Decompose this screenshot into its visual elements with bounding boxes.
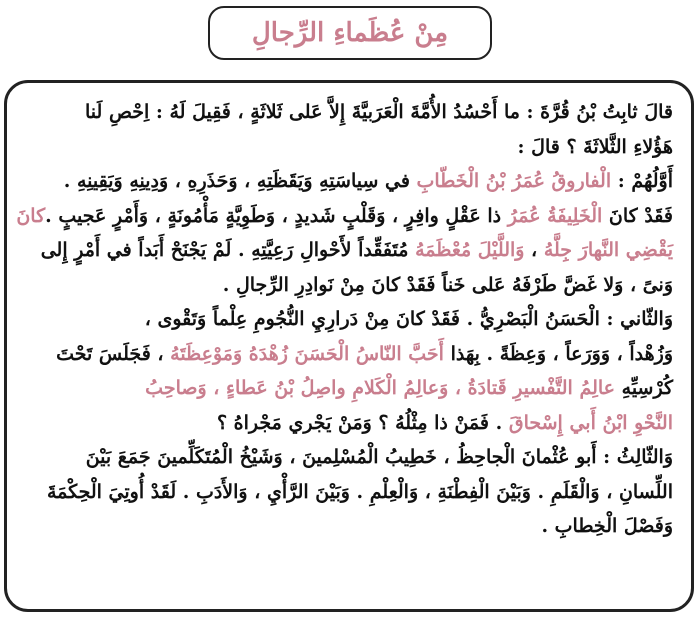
paragraph xyxy=(25,95,673,164)
text-segment: مُتَفَقِّداً لأَحْوالِ رَعِيَّتِهِ . لَمْ يَجْنَحْ أَبَداً في أَمْرٍ إِلى xyxy=(40,239,416,261)
text-segment: في سِياسَتِهِ وَيَقَظَتِهِ ، وَحَذَرِهِ ، وَدِينِهِ وَيَقِينِهِ . xyxy=(63,170,417,192)
text-segment: وَالثّالِثُ : أَبو عُثْمانَ الْجاحِظُ ، خَطِيبُ الْمُسْلِمينَ ، وَشَيْخُ الْمُتَكَلِّمينَ جَمَعَ بَيْنَ xyxy=(85,446,673,468)
highlighted-phrase: النَّحْوِ ابْنُ أَبي إِسْحاقَ xyxy=(508,411,673,434)
text-line xyxy=(25,302,673,337)
text-segment: وَزُهْداً ، وَوَرَعاً ، وَعِظَةً . بِهَذا xyxy=(443,342,673,365)
highlighted-phrase: يَقْضِي النَّهارَ جِلَّهُ xyxy=(543,239,673,261)
paragraph xyxy=(16,164,673,302)
text-segment: وَفَصْلَ الْخِطابِ . xyxy=(541,515,673,537)
text-line xyxy=(25,337,673,372)
article-text xyxy=(16,95,673,544)
text-segment: قالَ ثابِتُ بْنُ قُرَّةَ : ما أَحْسُدُ الأُمَّةَ الْعَرَبيَّةَ إِلاَّ عَلى ثَلاثَةٍ ، فَقِيلَ لَهُ : اِحْصِ لَنا xyxy=(85,101,673,123)
text-line xyxy=(25,268,673,303)
text-segment: . فَمَنْ ذا مِثْلُهُ ؟ وَمَنْ يَجْري مَجْراهُ ؟ xyxy=(216,411,509,434)
text-segment: ، فَجَلَسَ تَحْتَ xyxy=(56,342,171,365)
text-line xyxy=(25,164,673,199)
text-segment: وَنىً ، وَلا غَضَّ طَرْفَهُ عَلى خَناً فَقَدْ كانَ مِنْ نَوادِرِ الرِّجالِ . xyxy=(222,273,673,296)
text-segment: هَؤُلاءِ الثَّلاثَةَ ؟ قالَ : xyxy=(517,135,673,158)
text-line xyxy=(25,95,673,130)
text-segment: وَالثّاني : الْحَسَنُ الْبَصْرِيُّ . فَقَدْ كانَ مِنْ دَرارِيِ النُّجُومِ عِلْماً وَتَقْوى ، xyxy=(144,308,673,330)
text-segment: أَوَّلُهُمْ : xyxy=(611,170,673,192)
text-line xyxy=(25,475,673,510)
text-line xyxy=(25,440,673,475)
highlighted-phrase: عالِمُ التَّفْسيرِ قَتادَةُ ، وَعالِمُ الْكَلامِ واصِلُ بْنُ عَطاءٍ ، وَصاحِبُ xyxy=(145,377,616,399)
page-title: مِنْ عُظَماءِ الرِّجالِ xyxy=(251,18,449,48)
text-line xyxy=(25,233,673,268)
highlighted-phrase: وَاللَّيْلَ مُعْظَمَهُ xyxy=(415,239,525,261)
text-line xyxy=(25,406,673,441)
text-line xyxy=(16,199,673,234)
text-segment: ، xyxy=(524,239,544,261)
title-box xyxy=(208,6,492,60)
highlighted-phrase: الْفاروقُ عُمَرُ بْنُ الْخَطّابِ xyxy=(416,170,612,192)
text-frame xyxy=(4,80,694,612)
highlighted-phrase: كانَ xyxy=(16,204,46,227)
paragraph xyxy=(25,302,673,440)
text-line xyxy=(25,130,673,165)
highlighted-phrase: الْخَلِيفَةُ عُمَرُ xyxy=(507,204,603,227)
text-segment: فَقَدْ كانَ xyxy=(602,204,673,227)
paragraph xyxy=(25,440,673,544)
text-line xyxy=(25,371,673,406)
text-segment: كُرْسِيِّهِ xyxy=(615,377,673,399)
text-line xyxy=(25,509,673,544)
text-segment: ذا عَقْلٍ وافِرٍ ، وَقَلْبٍ شَديدٍ ، وَطَوِيَّةٍ مَأْمُونَةٍ ، وَأَمْرٍ عَجيبٍ . xyxy=(45,204,508,227)
highlighted-phrase: أَحَبَّ النّاسُ الْحَسَنَ زُهْدَهُ وَمَوْعِظَتَهُ xyxy=(170,342,444,365)
text-segment: اللِّسانِ ، وَالْقَلَمِ . وَبَيْنَ الْفِطْنَةِ ، وَالْعِلْمِ . وَبَيْنَ الرَّأْيِ ، وَالأَدَبِ . لَقَدْ أُوتِيَ الْحِكْمَةَ xyxy=(46,480,673,503)
